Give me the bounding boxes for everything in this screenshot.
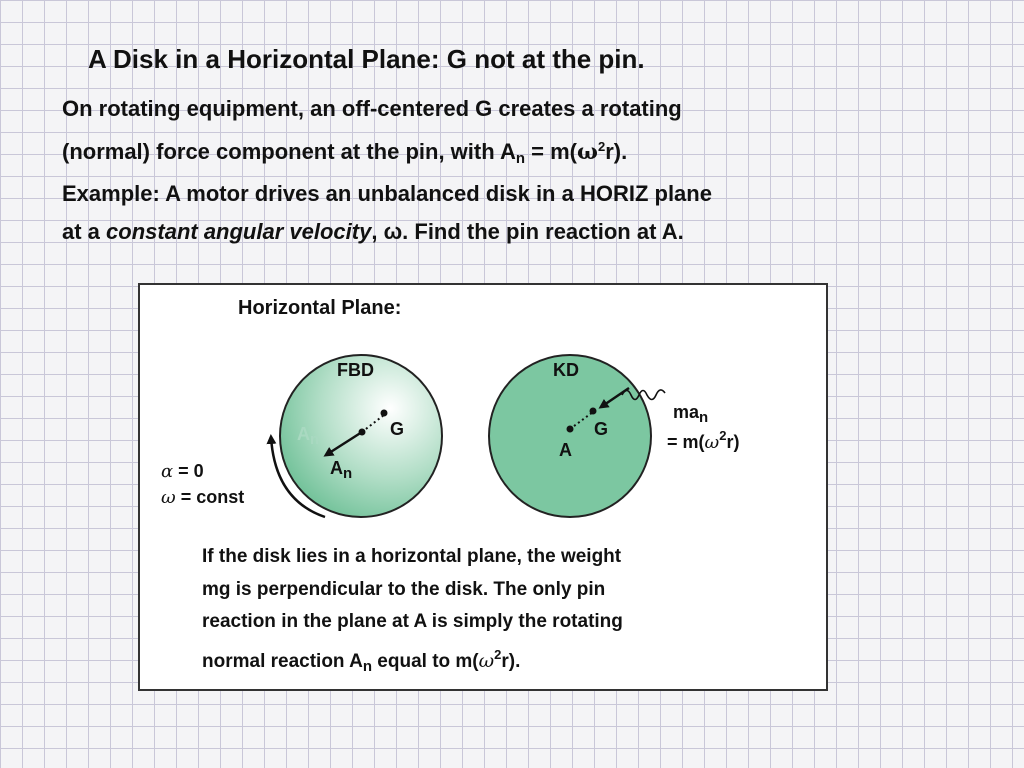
fbd-an-label: $A_n$ — [330, 458, 353, 482]
intro-line-1: On rotating equipment, an off-centered G creates a rotating — [62, 96, 682, 121]
kd-g-label: G — [594, 419, 609, 439]
omega-label: ω = const — [161, 487, 245, 508]
fbd-g-label: G — [390, 419, 405, 439]
slide-title: A Disk in a Horizontal Plane: G not at the pin. — [88, 44, 645, 74]
kd-man-equation: = $m(\omega^2r)$ — [667, 428, 740, 453]
kd-pin-dot — [567, 426, 574, 433]
kd-g-dot — [590, 408, 597, 415]
example-line-1: Example: A motor drives an unbalanced disk in a HORIZ plane — [62, 181, 712, 206]
explanation-note — [202, 541, 623, 683]
note-line-3: reaction in the plane at A is simply the rotating — [202, 611, 623, 632]
kd-heading: KD — [553, 360, 579, 380]
intro-line-2: (normal) force component at the pin, with $A_n = m(\omega^2r)$. — [62, 139, 628, 167]
fbd-an-faded-label: $A_n$ — [297, 424, 320, 448]
example-paragraph — [62, 175, 712, 251]
fbd-g-dot — [381, 410, 388, 417]
panel-title: Horizontal Plane: — [238, 297, 402, 319]
example-line-2: at a constant angular velocity, ω. Find the pin reaction at A. — [62, 219, 684, 244]
fbd-heading: FBD — [337, 360, 374, 380]
intro-paragraph — [62, 90, 682, 178]
diagram-panel — [138, 283, 828, 691]
kd-man-label: $ma_n$ — [673, 402, 709, 426]
alpha-label: α = 0 — [161, 461, 204, 482]
note-line-4: normal reaction $A_n$ equal to $m(\omega^2r)$. — [202, 646, 521, 675]
kd-a-label: A — [559, 440, 572, 460]
note-line-1: If the disk lies in a horizontal plane, the weight — [202, 546, 622, 567]
note-line-2: mg is perpendicular to the disk. The only pin — [202, 578, 606, 600]
